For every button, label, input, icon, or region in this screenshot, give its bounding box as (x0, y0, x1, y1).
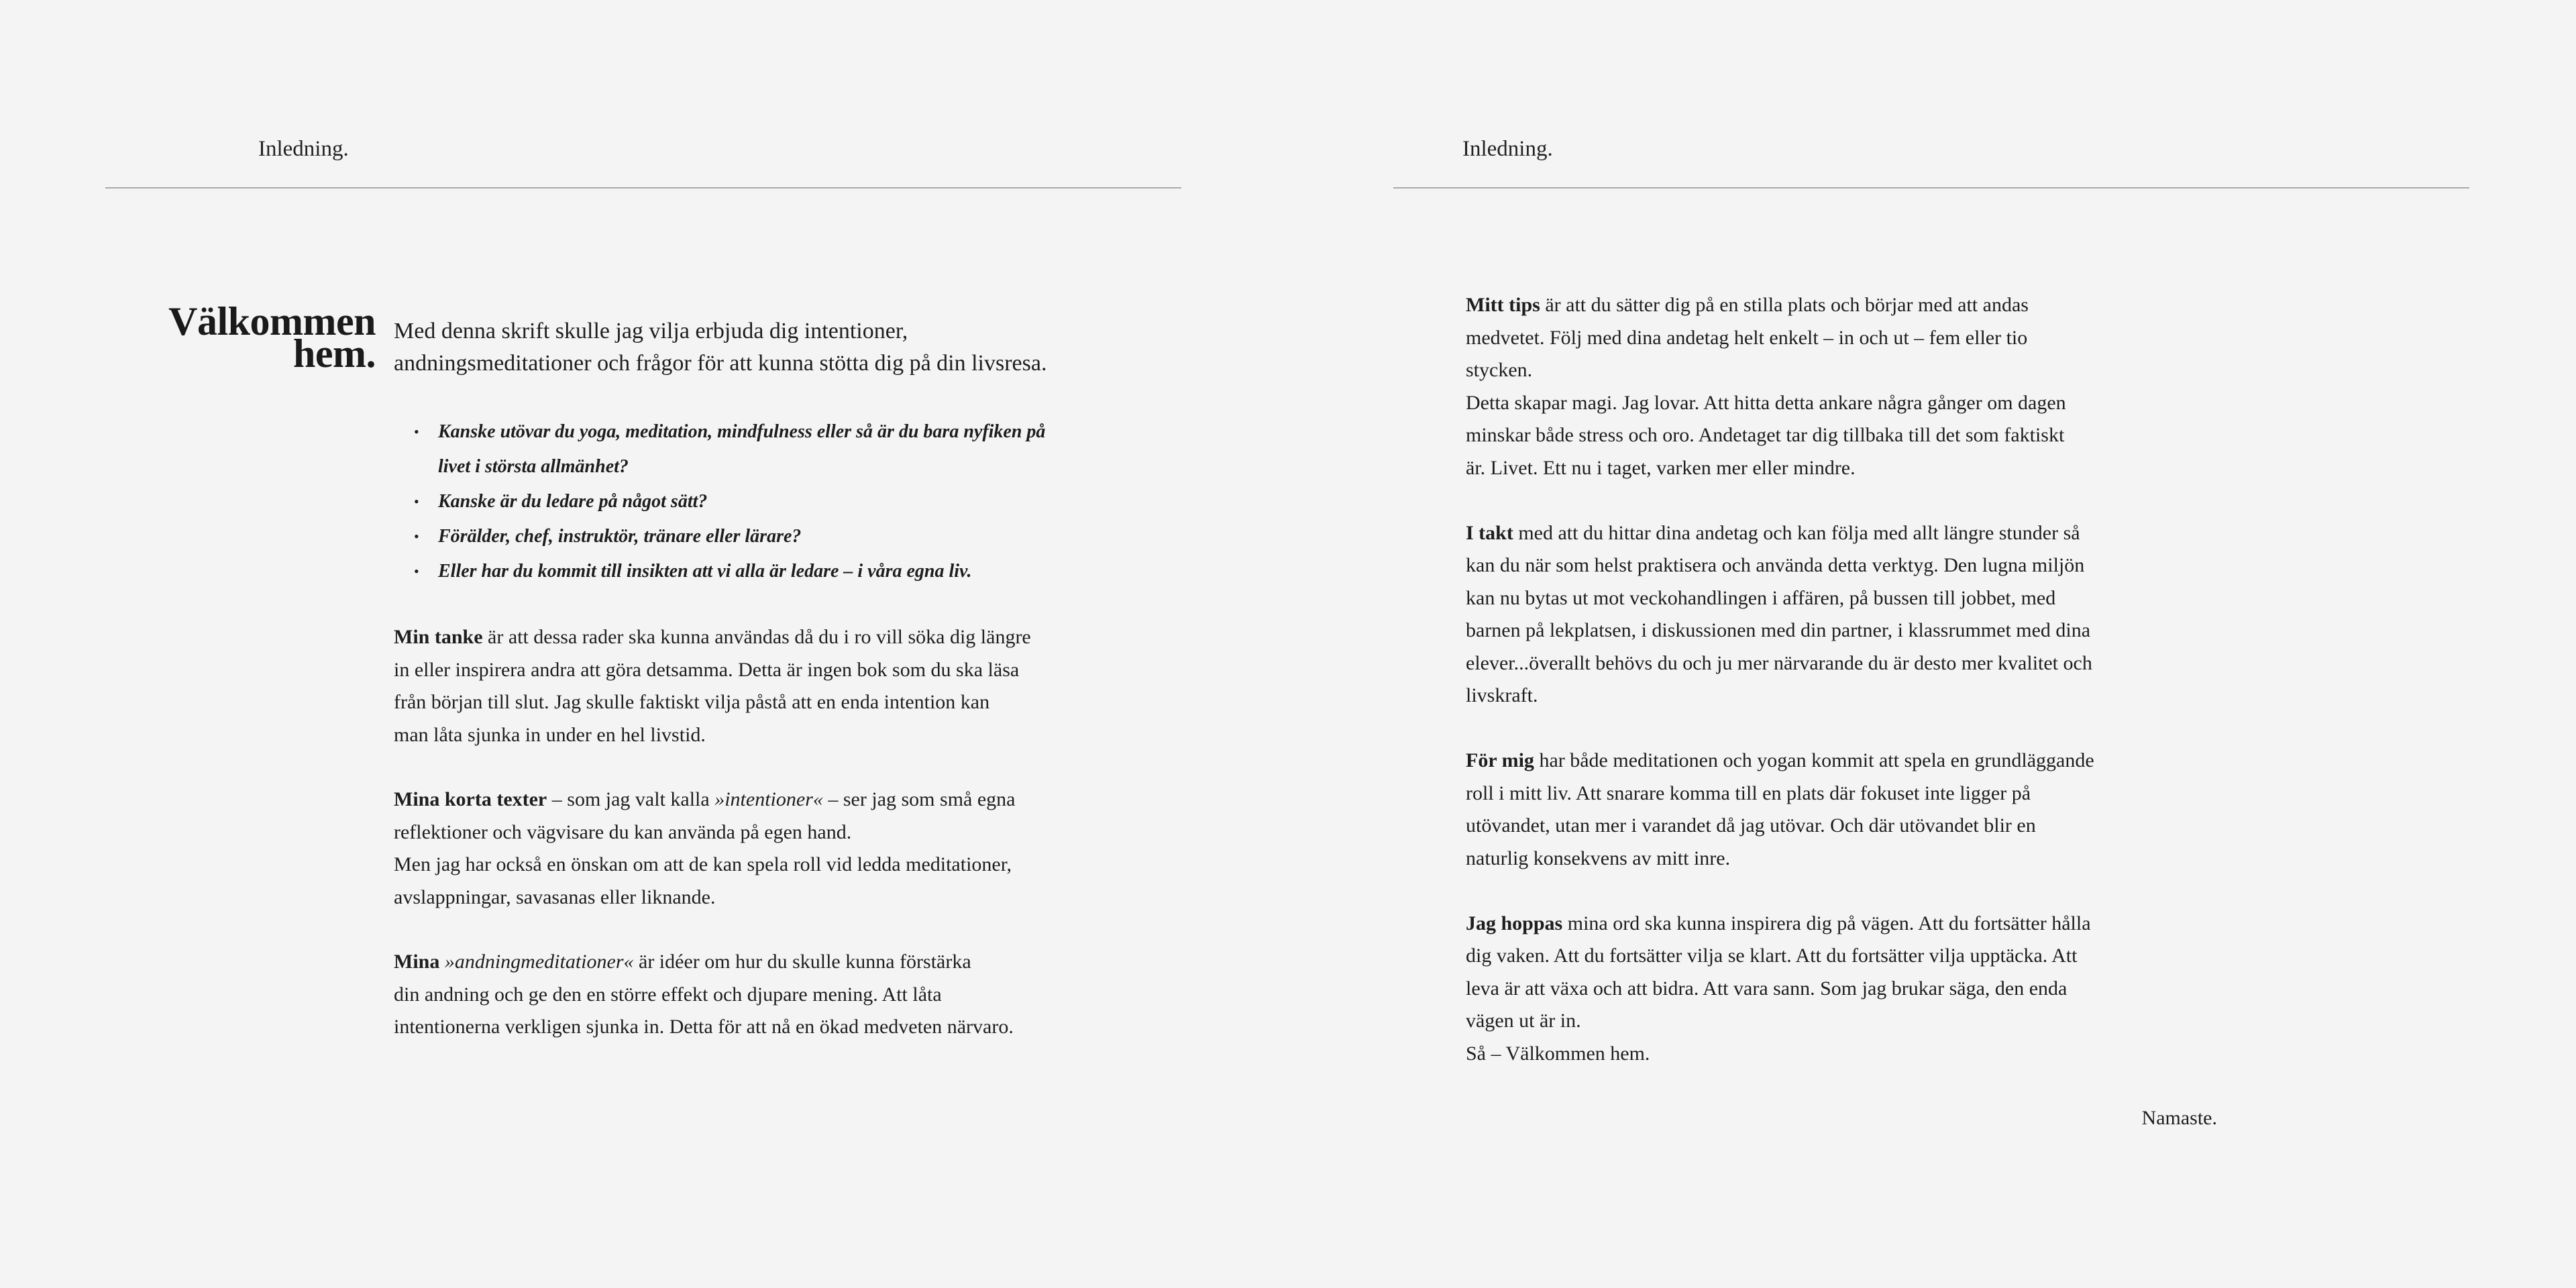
paragraph-line: in eller inspirera andra att göra detsamma. Detta är ingen bok som du ska läsa (394, 658, 1020, 681)
paragraph-i-takt (1466, 517, 2217, 712)
paragraph-line: avslappningar, savasanas eller liknande. (394, 885, 716, 908)
paragraph-line: är. Livet. Ett nu i taget, varken mer eller mindre. (1466, 456, 1856, 479)
list-item (438, 484, 1145, 519)
header-rule-right (1393, 187, 2469, 189)
signoff: Namaste. (2141, 1107, 2217, 1129)
paragraph-line: reflektioner och vägvisare du kan använda på egen hand. (394, 820, 852, 843)
intro-line: andningsmeditationer och frågor för att kunna stötta dig på din livsresa. (394, 351, 1047, 376)
list-item-line: • Kanske är du ledare på något sätt? (438, 491, 708, 512)
paragraph-lead: Jag hoppas (1466, 912, 1563, 934)
paragraph-text: – som jag valt kalla (547, 788, 715, 810)
paragraph-text: är att du sätter dig på en stilla plats och börjar med att andas (1540, 294, 2029, 316)
paragraph-line: utövandet, utan mer i varandet då jag utövar. Och där utövandet blir en (1466, 814, 2036, 837)
intro-paragraph (394, 315, 1145, 380)
paragraph-line: din andning och ge den en större effekt och djupare mening. Att låta (394, 983, 942, 1006)
paragraph-line: från början till slut. Jag skulle faktiskt vilja påstå att en enda intention kan (394, 691, 990, 713)
paragraph-line: stycken. (1466, 359, 1533, 381)
heading-line-2: hem. (293, 331, 376, 376)
intro-line: Med denna skrift skulle jag vilja erbjuda dig intentioner, (394, 319, 908, 343)
list-item (438, 415, 1145, 484)
paragraph-line: minskar både stress och oro. Andetaget tar dig tillbaka till det som faktiskt (1466, 424, 2065, 446)
list-item-line: • Kanske utövar du yoga, meditation, mindfulness eller så är du bara nyfiken på (438, 421, 1046, 442)
paragraph-line: medvetet. Följ med dina andetag helt enkelt – in och ut – fem eller tio (1466, 326, 2028, 349)
emphasis-term: »intentioner« (714, 788, 823, 810)
header-rule-left (105, 187, 1181, 189)
paragraph-line: livskraft. (1466, 684, 1538, 706)
paragraph-min-tanke (394, 621, 1145, 751)
paragraph-jag-hoppas (1466, 908, 2217, 1071)
left-text-column (394, 315, 1145, 1044)
list-item (438, 519, 1145, 554)
paragraph-line: Detta skapar magi. Jag lovar. Att hitta detta ankare några gånger om dagen (1466, 391, 2066, 414)
paragraph-lead: För mig (1466, 749, 1534, 771)
paragraph-lead: Mina (394, 951, 440, 973)
paragraph-line: naturlig konsekvens av mitt inre. (1466, 847, 1731, 869)
paragraph-line: vägen ut är in. (1466, 1010, 1581, 1032)
paragraph-line: kan du när som helst praktisera och använda detta verktyg. Den lugna miljön (1466, 554, 2085, 576)
paragraph-mitt-tips (1466, 289, 2217, 484)
paragraph-lead: I takt (1466, 521, 1513, 544)
running-head-right: Inledning. (1462, 137, 1553, 161)
paragraph-text: är idéer om hur du skulle kunna förstärka (633, 951, 971, 973)
paragraph-mina-andningmeditationer (394, 946, 1145, 1044)
list-item (438, 554, 1145, 589)
paragraph-line: kan nu bytas ut mot veckohandlingen i affären, på bussen till jobbet, med (1466, 586, 2056, 609)
paragraph-line: barnen på lekplatsen, i diskussionen med din partner, i klassrummet med dina (1466, 619, 2091, 641)
paragraph-line: leva är att växa och att bidra. Att vara sann. Som jag brukar säga, den enda (1466, 977, 2068, 1000)
question-list (394, 415, 1145, 589)
paragraph-mina-korta-texter (394, 784, 1145, 914)
paragraph-line: Så – Välkommen hem. (1466, 1042, 1650, 1065)
emphasis-term: »andningmeditationer« (439, 951, 634, 973)
list-item-line: • Förälder, chef, instruktör, tränare eller lärare? (438, 526, 802, 547)
paragraph-lead: Mina korta texter (394, 788, 547, 810)
paragraph-text: med att du hittar dina andetag och kan följa med allt längre stunder så (1513, 521, 2080, 544)
right-page (1288, 0, 2576, 1288)
paragraph-lead: Mitt tips (1466, 294, 1540, 316)
paragraph-line: elever...överallt behövs du och ju mer närvarande du är desto mer kvalitet och (1466, 651, 2092, 674)
paragraph-line: dig vaken. Att du fortsätter vilja se klart. Att du fortsätter vilja upptäcka. Att (1466, 945, 2078, 967)
list-item-line: • Eller har du kommit till insikten att vi alla är ledare – i våra egna liv. (438, 561, 972, 582)
list-item-line: livet i största allmänhet? (438, 456, 629, 477)
section-heading (134, 299, 376, 376)
paragraph-line: Men jag har också en önskan om att de kan spela roll vid ledda meditationer, (394, 853, 1012, 875)
paragraph-text: är att dessa rader ska kunna användas då du i ro vill söka dig längre (482, 626, 1031, 648)
running-head-left: Inledning. (258, 137, 349, 161)
paragraph-line: intentionerna verkligen sjunka in. Detta för att nå en ökad medveten närvaro. (394, 1016, 1014, 1038)
paragraph-text: har både meditationen och yogan kommit att spela en grundläggande (1534, 749, 2094, 771)
heading-line-1: Välkommen (168, 299, 376, 343)
paragraph-line: roll i mitt liv. Att snarare komma till en plats där fokuset inte ligger på (1466, 782, 2031, 804)
paragraph-for-mig (1466, 745, 2217, 875)
paragraph-text: – ser jag som små egna (822, 788, 1016, 810)
paragraph-lead: Min tanke (394, 626, 483, 648)
paragraph-line: man låta sjunka in under en hel livstid. (394, 723, 706, 746)
paragraph-text: mina ord ska kunna inspirera dig på vägen. Att du fortsätter hålla (1562, 912, 2091, 934)
right-text-column (1466, 289, 2217, 1070)
